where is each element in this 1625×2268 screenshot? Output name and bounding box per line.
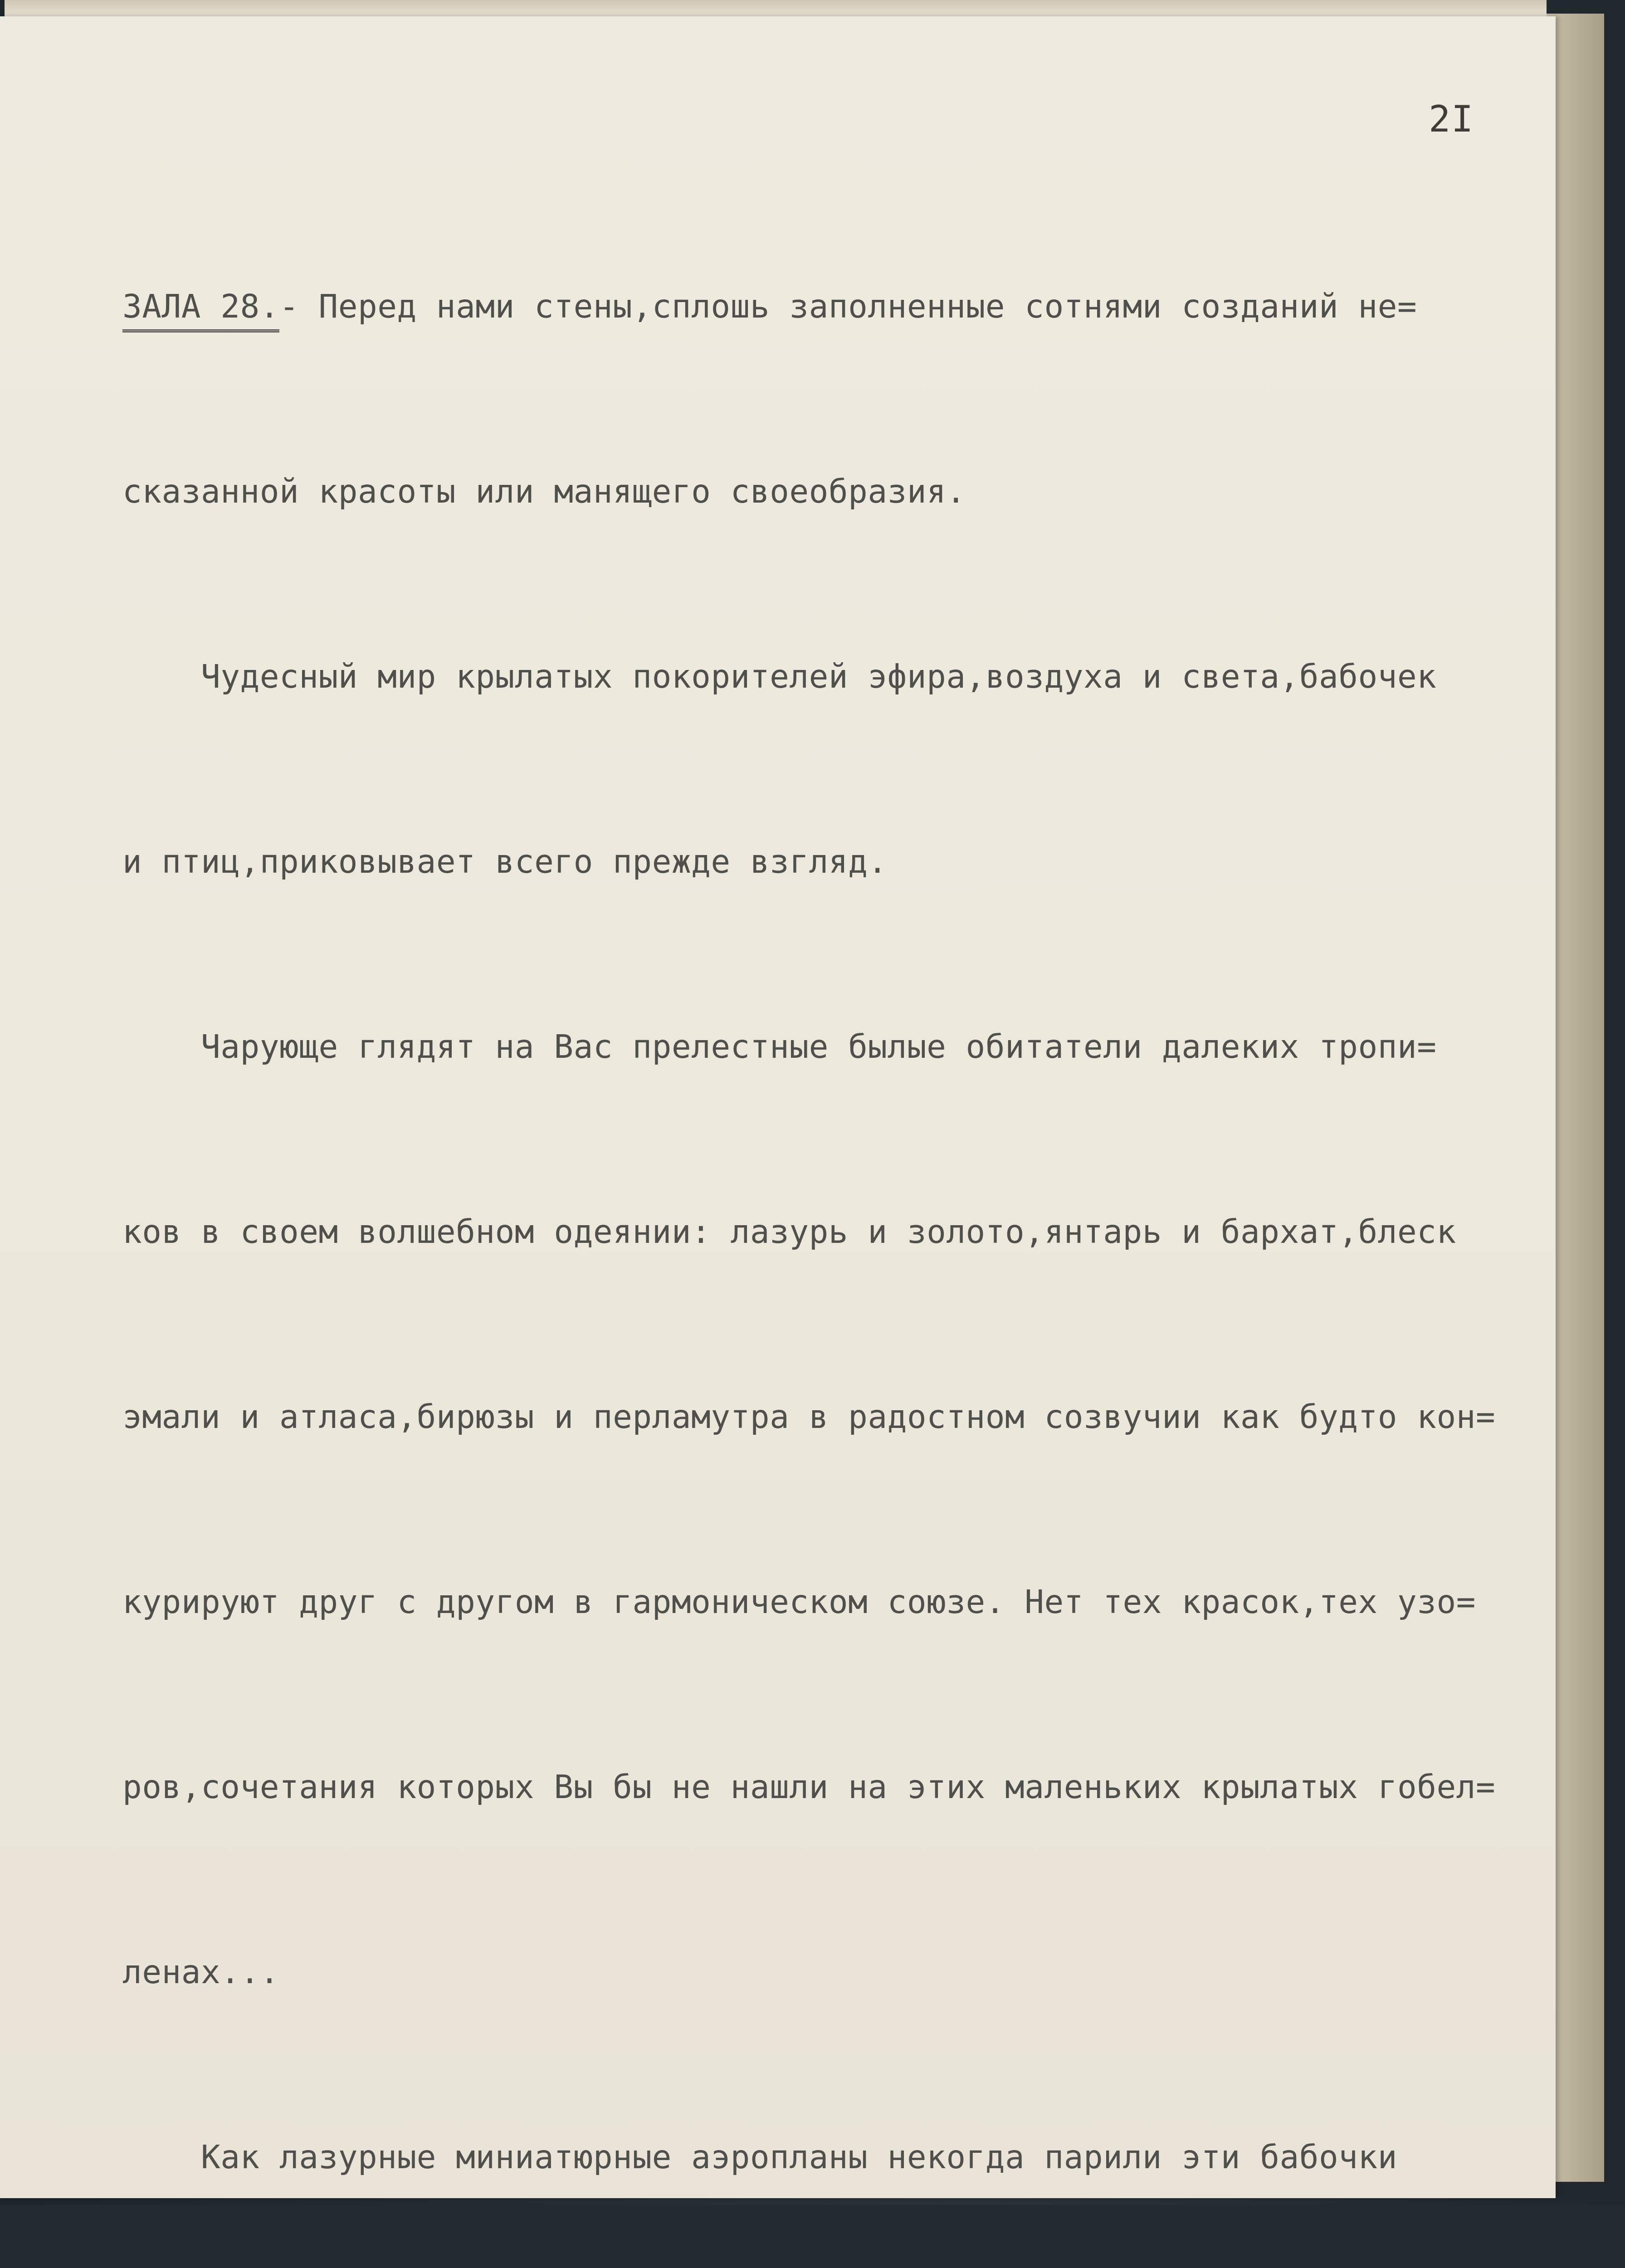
text-line-6: эмали и атласа,бирюзы и перламутра в радостном созвучии как будто кон=	[122, 1398, 1496, 1436]
text-line-1: сказанной красоты или манящего своеобразия.	[122, 473, 966, 510]
text-line-0-rest: - Перед нами стены,сплошь заполненные сотнями созданий не=	[279, 288, 1417, 325]
typewritten-page	[0, 16, 1556, 2198]
page-body	[122, 152, 1528, 2268]
text-line-2: Чудесный мир крылатых покорителей эфира,воздуха и света,бабочек	[122, 658, 1437, 695]
text-line-7: курируют друг с другом в гармоническом союзе. Нет тех красок,тех узо=	[122, 1583, 1476, 1621]
room-heading: ЗАЛА 28.	[122, 288, 279, 325]
text-line-9: ленах...	[122, 1953, 279, 1991]
text-line-0	[122, 276, 1528, 337]
text-line-10: Как лазурные миниатюрные аэропланы некогда парили эти бабочки	[122, 2138, 1397, 2176]
text-line-8: ров,сочетания которых Вы бы не нашли на этих маленьких крылатых гобел=	[122, 1768, 1496, 1806]
text-line-5: ков в своем волшебном одеянии: лазурь и золото,янтарь и бархат,блеск	[122, 1213, 1456, 1251]
page-number: 2I	[1429, 98, 1474, 140]
text-line-3: и птиц,приковывает всего прежде взгляд.	[122, 843, 888, 880]
text-line-4: Чарующе глядят на Вас прелестные былые обитатели далеких тропи=	[122, 1028, 1437, 1066]
